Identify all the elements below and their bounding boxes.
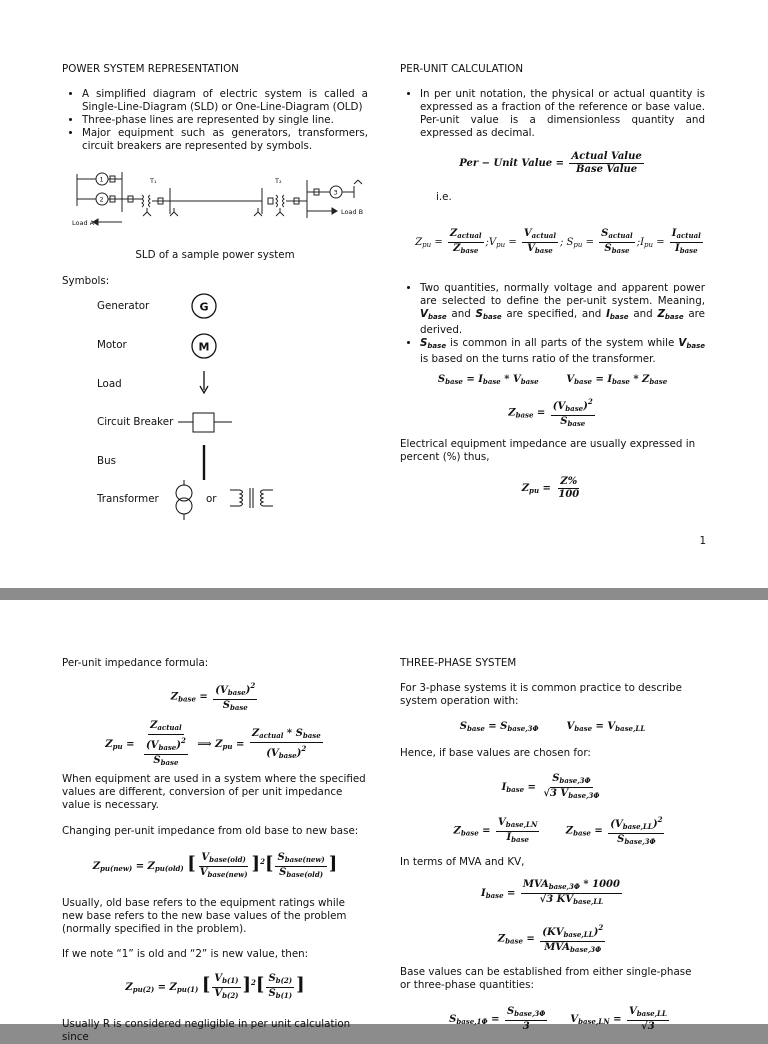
transformer-circles-icon: [174, 480, 194, 520]
gen-2-label: 2: [99, 195, 104, 204]
equation-z-base: $Z_{base}$ = $\frac{(V_{base})^2}{S_{base}}$: [508, 397, 593, 428]
old-base-paragraph: Usually, old base refers to the equipment ratings while new base refers to the new base values of the problem (normally specified in the problem).: [62, 897, 347, 935]
left-column: [62, 63, 368, 153]
t2-label: T₂: [275, 177, 282, 185]
equation-base-change: $Z_{pu(new)} = Z_{pu(old)}$ [ $\frac{V_{base(old)}}{V_{base(new)}}$ ]$^2$[ $\frac{S_{base(new)}}{S_{base(old)}}$ ]: [92, 852, 338, 879]
section-heading-power-system: POWER SYSTEM REPRESENTATION: [62, 63, 239, 75]
equation-three-phase-base: $S_{base} = S_{base,3\Phi}$ $V_{base} = V_{base,LL}$: [459, 721, 646, 733]
symbol-label-transformer: Transformer: [97, 493, 159, 505]
ie-text: i.e.: [436, 191, 452, 203]
bullet-item-two-quantities: • Two quantities, normally voltage and apparent power are selected to define the per-unit system. Meaning, $V_{base}$ and $S_{base}$ are specified, and $I_{base}$ and $Z_{base}$ are derived.: [420, 282, 705, 337]
symbols-heading: Symbols:: [62, 275, 110, 287]
per-unit-impedance-heading: Per-unit impedance formula:: [62, 657, 209, 669]
load-a-label: Load A: [72, 219, 95, 227]
right-column: [400, 63, 705, 140]
eq-lhs: Per − Unit Value =: [459, 158, 564, 169]
old-to-new-paragraph: Changing per-unit impedance from old base to new base:: [62, 825, 359, 837]
r-negligible-paragraph: Usually R is considered negligible in per unit calculation since: [62, 1018, 351, 1043]
equation-base-change-indexed: $Z_{pu(2)} = Z_{pu(1)}$ [ $\frac{V_{b(1)}}{V_{b(2)}}$ ]$^2$[ $\frac{S_{b(2)}}{S_{b(1)}}$ ]: [125, 973, 305, 1000]
bullet-item: • A simplified diagram of electric system is called a Single-Line-Diagram (SLD) or One-Line-Diagram (OLD): [82, 88, 368, 114]
symbol-label-load: Load: [97, 378, 122, 390]
equation-s-base-v-base: $S_{base} = I_{base} * V_{base}$ $V_{base} = I_{base} * Z_{base}$: [437, 374, 668, 386]
bullet-item-s-base-common: • $S_{base}$ is common in all parts of the system while $V_{base}$ is based on the turns ratio of the transformer.: [420, 337, 705, 366]
bullet-item: • Three-phase lines are represented by single line.: [82, 114, 368, 127]
equation-z-base-2: $Z_{base}$ = $\frac{(V_{base})^2}{S_{base}}$: [170, 681, 256, 712]
load-arrow-icon: [196, 370, 212, 396]
sld-caption: SLD of a sample power system: [135, 249, 295, 261]
generator-symbol-icon: [189, 292, 219, 320]
note-1-2-paragraph: If we note “1” is old and “2” is new value, then:: [62, 948, 309, 960]
equation-i-base-mva: $I_{base}$ = $\frac{MVA_{base,3\Phi} * 1000}{√3 KV_{base,LL}}$: [481, 879, 620, 906]
symbol-label-circuit-breaker: Circuit Breaker: [97, 416, 174, 428]
equation-z-pu-derivation: $Z_{pu}$ = $\frac{Z_{actual}}{\frac{(V_{base})^2}{S_{base}}}$ ⟹ $Z_{pu}$ = $\frac{Z_{actual} * S_{base}}{(V_{base})^2}$: [105, 720, 321, 767]
eq-numerator: Actual Value: [571, 151, 642, 162]
section-heading-per-unit: PER-UNIT CALCULATION: [400, 63, 524, 75]
page-number: 1: [699, 535, 706, 547]
impedance-text: Electrical equipment impedance are usually expressed in percent (%) thus,: [400, 438, 696, 463]
per-unit-bullet-list: [400, 88, 705, 140]
single-or-three-phase-text: Base values can be established from either single-phase or three-phase quantities:: [400, 966, 692, 991]
base-values-chosen-text: Hence, if base values are chosen for:: [400, 747, 591, 759]
t1-label: T₁: [150, 177, 157, 185]
eq-denominator: Base Value: [576, 164, 638, 175]
equation-z-pu-percent: $Z_{pu}$ = $\frac{Z\%}{100}$: [521, 476, 580, 500]
single-line-diagram: [62, 168, 367, 230]
equation-i-base: $I_{base}$ = $\frac{S_{base,3\Phi}}{√3 V_{base,3\Phi}}$: [501, 773, 600, 800]
load-b-label: Load B: [341, 208, 364, 216]
intro-bullet-list: [62, 88, 368, 153]
mva-kv-text: In terms of MVA and KV,: [400, 856, 525, 868]
motor-symbol-icon: [189, 332, 219, 360]
motor-3-label: 3: [333, 188, 338, 197]
gen-1-label: 1: [99, 175, 104, 184]
bullet-item: • Major equipment such as generators, transformers, circuit breakers are represented by symbols.: [82, 127, 368, 153]
bus-bar-icon: [200, 444, 208, 482]
bullet-item: • In per unit notation, the physical or actual quantity is expressed as a fraction of the reference or base value. Per-unit value is a dimensionless quantity and expressed as decimal.: [420, 88, 705, 140]
symbol-label-bus: Bus: [97, 455, 116, 467]
motor-glyph: M: [198, 340, 210, 354]
circuit-breaker-icon: [178, 410, 232, 434]
equation-z-base-three-phase: $Z_{base}$ = $\frac{V_{base,LN}}{I_{base}}$ $Z_{base}$ = $\frac{(V_{base,LL})^2}{S_{base,3\Phi}}$: [453, 815, 663, 846]
symbol-label-generator: Generator: [97, 300, 150, 312]
equation-per-unit-set: $Z_{pu}$ = $\frac{Z_{actual}}{Z_{base}}$ $;V_{pu}$ = $\frac{V_{actual}}{V_{base}}$ ; $S_{pu}$ = $\frac{S_{actual}}{S_{base}}$ $;I_{pu}$ = $\frac{I_{actual}}{I_{base}}$: [415, 228, 701, 255]
equation-z-base-mva: $Z_{base}$ = $\frac{(KV_{base,LL})^2}{MVA_{base,3\Phi}}$: [497, 923, 604, 954]
transformer-coils-icon: [228, 485, 278, 511]
conversion-paragraph: When equipment are used in a system where the specified values are different, conversion of per unit impedance value is necessary.: [62, 773, 366, 811]
three-phase-intro: For 3-phase systems it is common practice to describe system operation with:: [400, 682, 683, 707]
generator-glyph: G: [199, 300, 209, 314]
per-unit-bullets-2: [400, 282, 705, 366]
symbol-or-text: or: [206, 493, 217, 505]
three-phase-heading: THREE-PHASE SYSTEM: [400, 657, 517, 669]
symbol-label-motor: Motor: [97, 339, 127, 351]
equation-per-unit-value: [400, 151, 705, 176]
equation-single-phase-bases: $S_{base,1\Phi}$ = $\frac{S_{base,3\Phi}}{3}$ $V_{base,LN}$ = $\frac{V_{base,LL}}{√3}$: [449, 1006, 667, 1032]
document-page-2: [0, 600, 768, 1043]
